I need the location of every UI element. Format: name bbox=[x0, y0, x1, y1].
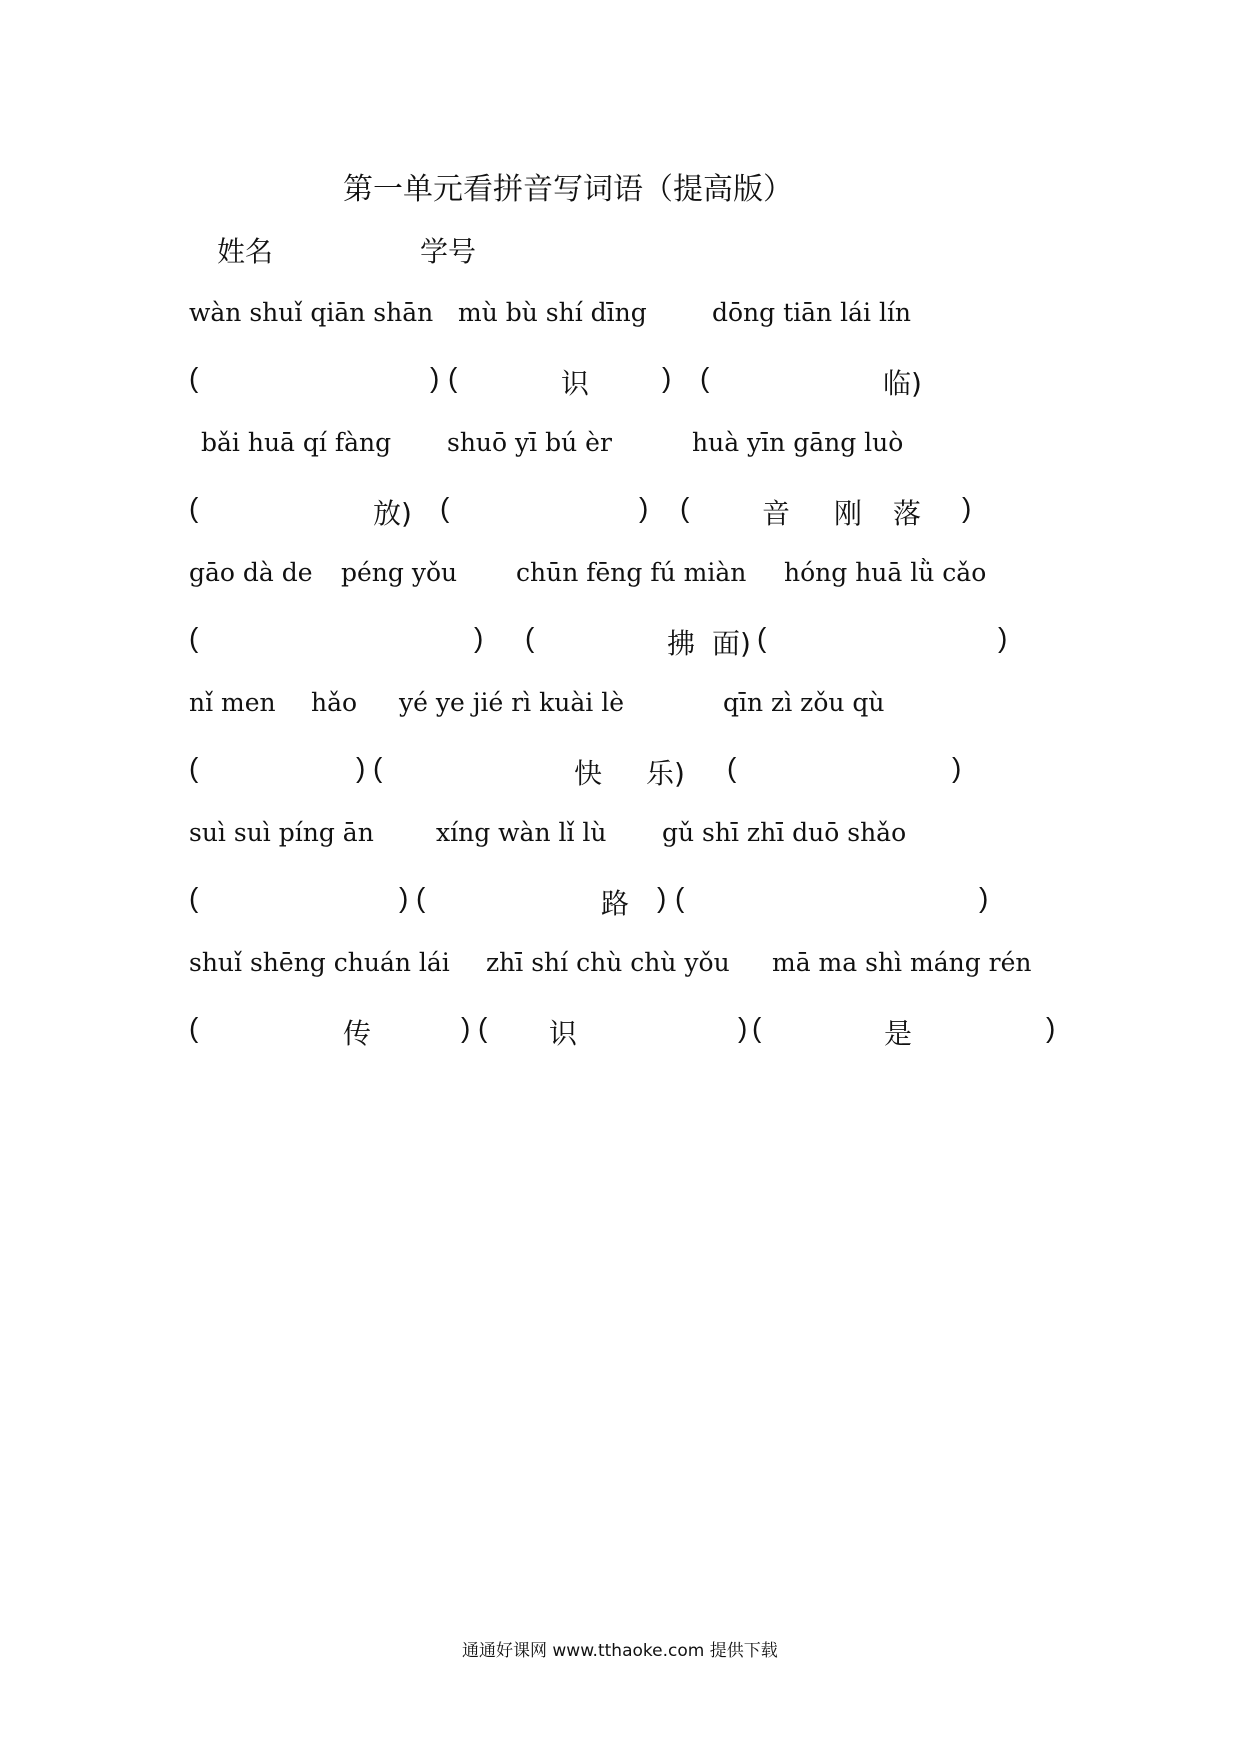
pinyin-4-2: hǎo bbox=[311, 688, 358, 717]
pinyin-4-1: nǐ men bbox=[189, 688, 276, 717]
answer-3-close: ) bbox=[952, 752, 962, 783]
pinyin-4-4: qīn zì zǒu qù bbox=[723, 688, 885, 717]
answer-2-open: ( bbox=[440, 492, 450, 523]
hint-char: 乐) bbox=[646, 757, 685, 790]
answer-1-open: ( bbox=[189, 492, 199, 523]
pinyin-2-3: huà yīn gāng luò bbox=[692, 428, 904, 457]
hint-char: 临) bbox=[883, 367, 922, 400]
answer-1-close: ) bbox=[399, 882, 409, 913]
answer-3-open: ( bbox=[675, 882, 685, 913]
pinyin-5-3: gǔ shī zhī duō shǎo bbox=[662, 818, 907, 847]
answer-1-open: ( bbox=[189, 1012, 199, 1043]
hint-char: 路 bbox=[601, 887, 630, 920]
answer-3-open: ( bbox=[680, 492, 690, 523]
answer-1-open: ( bbox=[189, 752, 199, 783]
hint-char: 落 bbox=[893, 497, 922, 530]
answer-2-open: ( bbox=[373, 752, 383, 783]
answer-2-open: ( bbox=[448, 362, 458, 393]
answer-2-open: ( bbox=[525, 622, 535, 653]
answer-1-open: ( bbox=[189, 882, 199, 913]
hint-char: 快 bbox=[574, 757, 603, 790]
answer-1-close: ) bbox=[474, 622, 484, 653]
answer-1-open: ( bbox=[189, 362, 199, 393]
pinyin-6-2: zhī shí chù chù yǒu bbox=[486, 948, 730, 977]
answer-2-close: ) bbox=[639, 492, 649, 523]
student-id-label: 学号 bbox=[420, 235, 477, 268]
answer-3-close: ) bbox=[998, 622, 1008, 653]
hint-char: 传 bbox=[343, 1017, 372, 1050]
pinyin-5-1: suì suì píng ān bbox=[189, 818, 374, 847]
page-title: 第一单元看拼音写词语（提高版） bbox=[343, 172, 793, 207]
answer-3-close: ) bbox=[962, 492, 972, 523]
pinyin-1-3: dōng tiān lái lín bbox=[712, 298, 912, 327]
pinyin-1-2: mù bù shí dīng bbox=[458, 298, 647, 327]
answer-3-open: ( bbox=[700, 362, 710, 393]
footer-credit: 通通好课网 www.tthaoke.com 提供下载 bbox=[462, 1641, 778, 1661]
hint-char: 放) bbox=[373, 497, 412, 530]
pinyin-4-3: yé ye jié rì kuài lè bbox=[399, 688, 624, 717]
answer-2-close: ) bbox=[738, 1012, 748, 1043]
answer-2-open: ( bbox=[478, 1012, 488, 1043]
pinyin-5-2: xíng wàn lǐ lù bbox=[436, 818, 607, 847]
answer-1-close: ) bbox=[461, 1012, 471, 1043]
answer-3-open: ( bbox=[757, 622, 767, 653]
pinyin-6-3: mā ma shì máng rén bbox=[772, 948, 1032, 977]
answer-1-close: ) bbox=[356, 752, 366, 783]
pinyin-2-1: bǎi huā qí fàng bbox=[201, 428, 392, 457]
answer-3-open: ( bbox=[727, 752, 737, 783]
name-label: 姓名 bbox=[217, 235, 274, 268]
pinyin-3-1: gāo dà de bbox=[189, 558, 313, 587]
pinyin-3-3: chūn fēng fú miàn bbox=[516, 558, 747, 587]
answer-3-close: ) bbox=[979, 882, 989, 913]
answer-2-close: ) bbox=[657, 882, 667, 913]
answer-1-open: ( bbox=[189, 622, 199, 653]
answer-2-close: ) bbox=[662, 362, 672, 393]
pinyin-1-1: wàn shuǐ qiān shān bbox=[189, 298, 434, 327]
hint-char: 识 bbox=[549, 1017, 578, 1050]
pinyin-3-4: hóng huā lǜ cǎo bbox=[784, 558, 987, 587]
hint-char: 识 bbox=[561, 367, 590, 400]
hint-char: 面) bbox=[712, 627, 751, 660]
hint-char: 音 bbox=[762, 497, 791, 530]
hint-char: 是 bbox=[884, 1017, 913, 1050]
hint-char: 刚 bbox=[834, 497, 863, 530]
answer-1-close: ) bbox=[430, 362, 440, 393]
pinyin-3-2: péng yǒu bbox=[341, 558, 458, 587]
answer-2-open: ( bbox=[416, 882, 426, 913]
pinyin-6-1: shuǐ shēng chuán lái bbox=[189, 948, 450, 977]
pinyin-2-2: shuō yī bú èr bbox=[447, 428, 612, 457]
answer-3-open: ( bbox=[752, 1012, 762, 1043]
hint-char: 拂 bbox=[667, 627, 696, 660]
answer-3-close: ) bbox=[1046, 1012, 1056, 1043]
